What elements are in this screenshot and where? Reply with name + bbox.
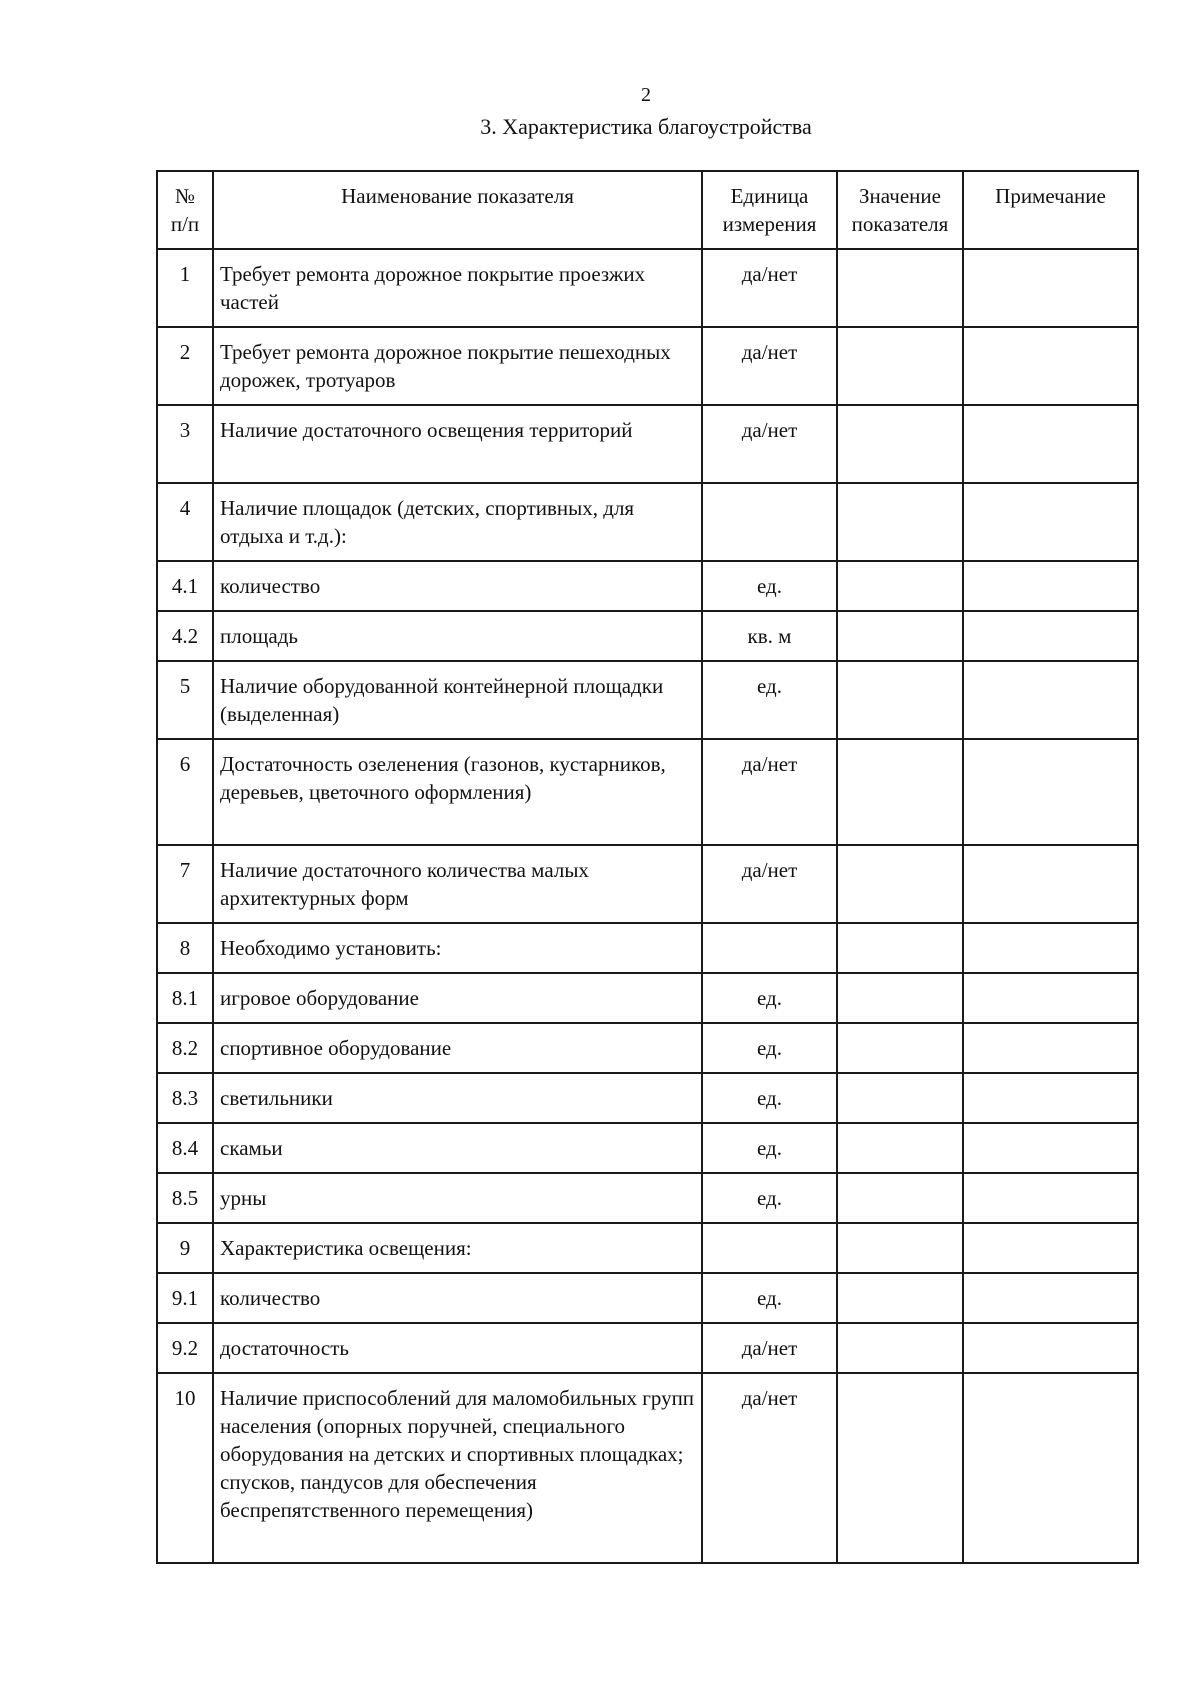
note-cell xyxy=(963,483,1138,561)
table-row xyxy=(157,405,1138,483)
header-unit-line1: Единица xyxy=(730,184,809,208)
table-row xyxy=(157,483,1138,561)
indicator-name: Наличие оборудованной контейнерной площадки (выделенная) xyxy=(213,661,702,739)
note-cell xyxy=(963,923,1138,973)
row-number: 6 xyxy=(157,739,213,845)
value-cell xyxy=(837,1023,963,1073)
unit-cell: ед. xyxy=(702,973,837,1023)
row-number: 8.3 xyxy=(157,1073,213,1123)
indicator-name: игровое оборудование xyxy=(213,973,702,1023)
note-cell xyxy=(963,561,1138,611)
row-number: 4.2 xyxy=(157,611,213,661)
table-row xyxy=(157,1373,1138,1563)
indicator-name: светильники xyxy=(213,1073,702,1123)
table-row xyxy=(157,923,1138,973)
unit-cell: да/нет xyxy=(702,405,837,483)
table-row xyxy=(157,561,1138,611)
note-cell xyxy=(963,1023,1138,1073)
row-number: 9.1 xyxy=(157,1273,213,1323)
indicators-table xyxy=(156,170,1139,1564)
value-cell xyxy=(837,1273,963,1323)
indicator-name: Требует ремонта дорожное покрытие пешеходных дорожек, тротуаров xyxy=(213,327,702,405)
unit-cell: ед. xyxy=(702,661,837,739)
note-cell xyxy=(963,1123,1138,1173)
value-cell xyxy=(837,1373,963,1563)
row-number: 4.1 xyxy=(157,561,213,611)
header-value xyxy=(837,171,963,249)
value-cell xyxy=(837,1073,963,1123)
unit-cell: ед. xyxy=(702,561,837,611)
indicator-name: достаточность xyxy=(213,1323,702,1373)
value-cell xyxy=(837,1123,963,1173)
table-row xyxy=(157,1123,1138,1173)
indicator-name: скамьи xyxy=(213,1123,702,1173)
indicator-name: Требует ремонта дорожное покрытие проезжих частей xyxy=(213,249,702,327)
page-number: 2 xyxy=(641,84,651,106)
note-cell xyxy=(963,845,1138,923)
header-number xyxy=(157,171,213,249)
unit-cell: да/нет xyxy=(702,1323,837,1373)
value-cell xyxy=(837,1173,963,1223)
table-row xyxy=(157,611,1138,661)
indicator-name: Достаточность озеленения (газонов, кустарников, деревьев, цветочного оформления) xyxy=(213,739,702,845)
table-row xyxy=(157,1173,1138,1223)
row-number: 8.4 xyxy=(157,1123,213,1173)
unit-cell: да/нет xyxy=(702,249,837,327)
unit-cell: ед. xyxy=(702,1173,837,1223)
value-cell xyxy=(837,1323,963,1373)
value-cell xyxy=(837,923,963,973)
row-number: 9.2 xyxy=(157,1323,213,1373)
table-row xyxy=(157,327,1138,405)
row-number: 8 xyxy=(157,923,213,973)
unit-cell: ед. xyxy=(702,1123,837,1173)
table-row xyxy=(157,1023,1138,1073)
note-cell xyxy=(963,661,1138,739)
section-title: 3. Характеристика благоустройства xyxy=(480,114,812,139)
indicator-name: Характеристика освещения: xyxy=(213,1223,702,1273)
value-cell xyxy=(837,405,963,483)
unit-cell xyxy=(702,1223,837,1273)
value-cell xyxy=(837,483,963,561)
indicator-name: площадь xyxy=(213,611,702,661)
indicator-name: Наличие площадок (детских, спортивных, для отдыха и т.д.): xyxy=(213,483,702,561)
unit-cell xyxy=(702,923,837,973)
value-cell xyxy=(837,661,963,739)
value-cell xyxy=(837,845,963,923)
row-number: 10 xyxy=(157,1373,213,1563)
row-number: 4 xyxy=(157,483,213,561)
indicator-name: спортивное оборудование xyxy=(213,1023,702,1073)
unit-cell: да/нет xyxy=(702,845,837,923)
unit-cell: ед. xyxy=(702,1273,837,1323)
header-indicator-name: Наименование показателя xyxy=(213,171,702,249)
value-cell xyxy=(837,739,963,845)
unit-cell: да/нет xyxy=(702,1373,837,1563)
indicator-name: количество xyxy=(213,561,702,611)
value-cell xyxy=(837,561,963,611)
note-cell xyxy=(963,1223,1138,1273)
header-unit-line2: измерения xyxy=(722,212,817,236)
unit-cell: ед. xyxy=(702,1023,837,1073)
unit-cell: да/нет xyxy=(702,739,837,845)
header-number-symbol: № xyxy=(174,184,196,208)
value-cell xyxy=(837,249,963,327)
table-row xyxy=(157,739,1138,845)
row-number: 3 xyxy=(157,405,213,483)
table-row xyxy=(157,845,1138,923)
note-cell xyxy=(963,405,1138,483)
indicator-name: Необходимо установить: xyxy=(213,923,702,973)
indicator-name: количество xyxy=(213,1273,702,1323)
unit-cell: кв. м xyxy=(702,611,837,661)
header-note: Примечание xyxy=(963,171,1138,249)
note-cell xyxy=(963,327,1138,405)
table-row xyxy=(157,661,1138,739)
indicator-name: Наличие достаточного количества малых архитектурных форм xyxy=(213,845,702,923)
note-cell xyxy=(963,1373,1138,1563)
table-row xyxy=(157,1223,1138,1273)
table-row xyxy=(157,1273,1138,1323)
row-number: 2 xyxy=(157,327,213,405)
header-value-line1: Значение xyxy=(859,184,941,208)
value-cell xyxy=(837,327,963,405)
value-cell xyxy=(837,611,963,661)
row-number: 8.5 xyxy=(157,1173,213,1223)
header-number-abbr: п/п xyxy=(170,212,200,236)
note-cell xyxy=(963,1173,1138,1223)
note-cell xyxy=(963,1323,1138,1373)
value-cell xyxy=(837,1223,963,1273)
row-number: 8.1 xyxy=(157,973,213,1023)
row-number: 5 xyxy=(157,661,213,739)
note-cell xyxy=(963,1273,1138,1323)
header-unit xyxy=(702,171,837,249)
unit-cell xyxy=(702,483,837,561)
row-number: 9 xyxy=(157,1223,213,1273)
value-cell xyxy=(837,973,963,1023)
table-row xyxy=(157,1073,1138,1123)
indicator-name: урны xyxy=(213,1173,702,1223)
table-header-row xyxy=(157,171,1138,249)
indicator-name: Наличие приспособлений для маломобильных групп населения (опорных поручней, специального оборудования на детских и спортивных площадках; спусков, пандусов для обеспечения беспрепятственного перемещения) xyxy=(213,1373,702,1563)
table-row xyxy=(157,973,1138,1023)
note-cell xyxy=(963,739,1138,845)
row-number: 7 xyxy=(157,845,213,923)
header-value-line2: показателя xyxy=(851,212,949,236)
note-cell xyxy=(963,611,1138,661)
note-cell xyxy=(963,249,1138,327)
unit-cell: да/нет xyxy=(702,327,837,405)
unit-cell: ед. xyxy=(702,1073,837,1123)
note-cell xyxy=(963,973,1138,1023)
row-number: 1 xyxy=(157,249,213,327)
note-cell xyxy=(963,1073,1138,1123)
row-number: 8.2 xyxy=(157,1023,213,1073)
table-row xyxy=(157,249,1138,327)
indicator-name: Наличие достаточного освещения территорий xyxy=(213,405,702,483)
table-row xyxy=(157,1323,1138,1373)
